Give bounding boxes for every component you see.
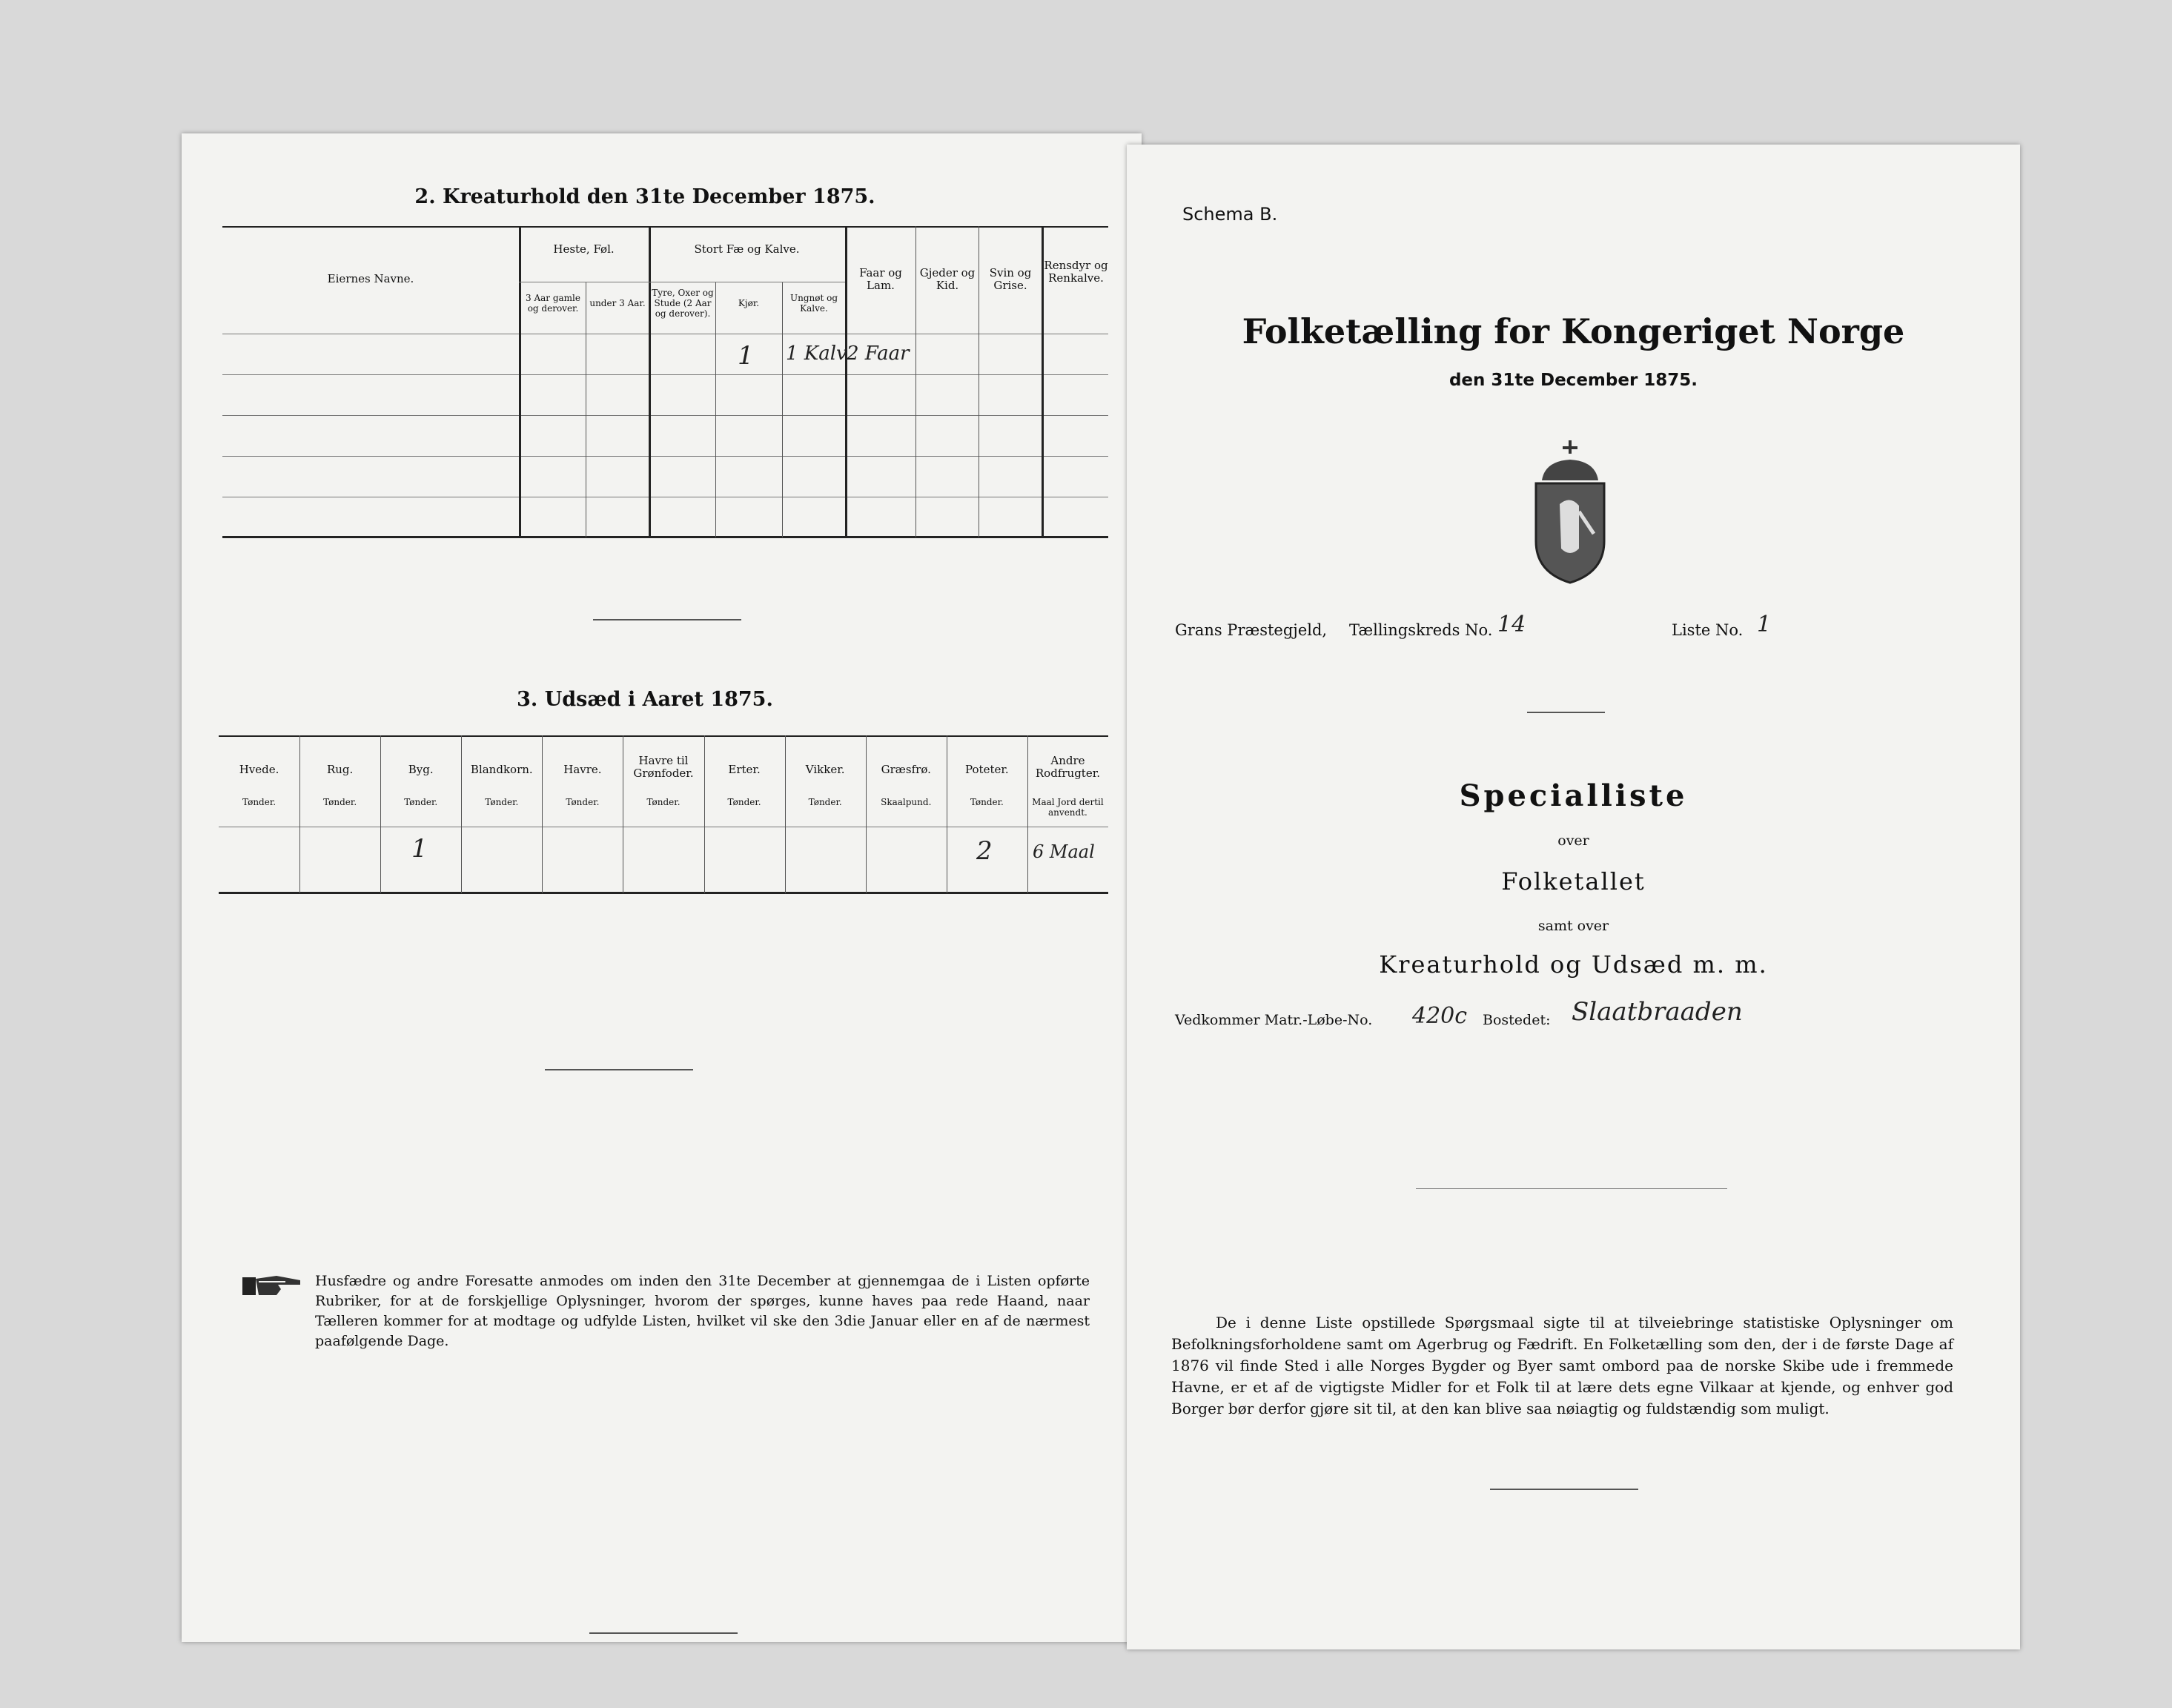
table3-col-name: Erter. [728, 763, 761, 776]
col-stort-b-header: Kjør. [738, 298, 760, 308]
table3-col-name: Græsfrø. [881, 763, 931, 776]
col-gjeder-header: Gjeder og Kid. [919, 266, 976, 292]
table3-col-name: Byg. [408, 763, 434, 776]
col-faar-header: Faar og Lam. [859, 266, 902, 292]
section-divider [1490, 1489, 1638, 1490]
kreaturhold-heading: Kreaturhold og Udsæd m. m. [1379, 950, 1768, 979]
table2-bottom-rule [222, 536, 1108, 538]
table3-col-unit: Tønder. [970, 797, 1004, 807]
over-label: over [1557, 833, 1589, 849]
table3-col-divider [299, 735, 300, 893]
section-divider [545, 1069, 693, 1070]
table2-row-rule [222, 374, 1108, 375]
col-stort-c-header: Ungnøt og Kalve. [789, 293, 838, 314]
info-paragraph: De i denne Liste opstillede Spørgsmaal sigte til at tilveiebringe statistiske Oplysninger om Befolkningsforholdene samt om Agerbrug og Fædrift. En Folketælling som den, der i de første Dage af 1876 vil finde Sted i alle Norges Bygder og Byer samt ombord paa de norske Skibe ude i fremmede Havne, er et af de vigtigste Midler for et Folk til at lære dets egne Vilkaar at kjende, og enhver god Borger bør derfor gjøre sit til, at den kan blive saa nøiagtig og fuldstændig som muligt. [1171, 1314, 1953, 1417]
table3-col-divider [785, 735, 786, 893]
section2-title: 2. Kreaturhold den 31te December 1875. [414, 185, 875, 208]
col-stort-header: Stort Fæ og Kalve. [694, 242, 800, 256]
specialliste-heading: Specialliste [1459, 778, 1688, 813]
table3-col-unit: Tønder. [242, 797, 277, 807]
folketallet-heading: Folketallet [1501, 867, 1646, 896]
entry-faar: 2 Faar [847, 342, 910, 365]
table3-col-unit: Maal Jord dertil anvendt. [1032, 797, 1104, 818]
table3-col-name: Poteter. [965, 763, 1009, 776]
matr-label: Vedkommer Matr.-Løbe-No. [1175, 1012, 1373, 1028]
census-title: Folketælling for Kongeriget Norge [1242, 311, 1905, 351]
table2-col-divider [715, 282, 716, 537]
table2-col-divider [649, 226, 651, 537]
table3-col-divider [380, 735, 381, 893]
table2-row-rule [222, 456, 1108, 457]
table3-col-name: Havre. [563, 763, 602, 776]
table3-col-divider [461, 735, 462, 893]
col-stort-a-header: Tyre, Oxer og Stude (2 Aar og derover). [652, 288, 714, 319]
table3-col-unit: Tønder. [566, 797, 600, 807]
table3-col-unit: Tønder. [323, 797, 357, 807]
left-page [182, 133, 1142, 1642]
table3-col-name: Andre Rodfrugter. [1035, 754, 1100, 780]
right-page [1127, 145, 2020, 1649]
entry-kjor: 1 [738, 341, 754, 371]
table3-col-unit: Skaalpund. [881, 797, 932, 807]
kreds-value: 14 [1497, 612, 1526, 638]
section-divider [1416, 1188, 1727, 1189]
section-divider [589, 1632, 738, 1634]
col-heste-header: Heste, Føl. [553, 242, 615, 256]
entry-poteter: 2 [976, 836, 993, 866]
table3-col-unit: Tønder. [646, 797, 681, 807]
col-rensdyr-header: Rensdyr og Renkalve. [1044, 259, 1108, 285]
table3-col-divider [866, 735, 867, 893]
table2-col-divider [782, 282, 783, 537]
census-date: den 31te December 1875. [1448, 371, 1698, 390]
schema-label: Schema B. [1182, 204, 1278, 225]
section-divider [593, 619, 741, 620]
table3-col-name: Vikker. [805, 763, 845, 776]
col-heste-a-header: 3 Aar gamle og derover. [526, 293, 580, 314]
col-owner-header: Eiernes Navne. [327, 272, 414, 285]
title-divider [1527, 712, 1605, 713]
table3-col-name: Havre til Grønfoder. [633, 754, 694, 780]
table3-bottom-rule [219, 892, 1108, 894]
prestegjeld-label: Grans Præstegjeld, [1175, 621, 1328, 639]
table2-col-divider [519, 226, 521, 537]
samt-over-label: samt over [1537, 918, 1609, 934]
table3-col-name: Blandkorn. [470, 763, 533, 776]
table3-col-unit: Tønder. [808, 797, 842, 807]
table3-col-divider [542, 735, 543, 893]
table3-col-unit: Tønder. [485, 797, 519, 807]
table3-col-name: Hvede. [239, 763, 279, 776]
liste-value: 1 [1757, 612, 1772, 638]
coat-of-arms-icon [1526, 437, 1615, 586]
table3-col-unit: Tønder. [727, 797, 761, 807]
liste-label: Liste No. [1672, 621, 1744, 639]
bosted-value: Slaatbraaden [1572, 997, 1743, 1027]
col-heste-b-header: under 3 Aar. [589, 298, 646, 308]
table3-top-rule [219, 735, 1108, 737]
table3-col-unit: Tønder. [404, 797, 438, 807]
notice-text: Husfædre og andre Foresatte anmodes om inden den 31te December at gjennemgaa de i Listen opførte Rubriker, for at de forskjellige Oplysninger, hvorom der spørges, kunne haves paa rede Haand, naar Tælleren kommer for at modtage og udfylde Listen, hvilket vil ske den 3die Januar eller en af de nærmest paafølgende Dage. [315, 1273, 1090, 1349]
matr-value: 420c [1412, 1003, 1468, 1029]
kreds-label: Tællingskreds No. [1349, 621, 1493, 639]
table2-row-rule [222, 415, 1108, 416]
table2-top-rule [222, 226, 1108, 228]
bosted-label: Bostedet: [1483, 1012, 1551, 1028]
table3-col-name: Rug. [326, 763, 354, 776]
entry-byg: 1 [411, 834, 428, 864]
entry-ungnot: 1 Kalv [786, 342, 847, 365]
table3-col-divider [704, 735, 705, 893]
entry-andre: 6 Maal [1033, 841, 1095, 862]
pointing-hand-icon [241, 1271, 305, 1301]
section3-title: 3. Udsæd i Aaret 1875. [517, 688, 773, 711]
col-svin-header: Svin og Grise. [989, 266, 1032, 292]
